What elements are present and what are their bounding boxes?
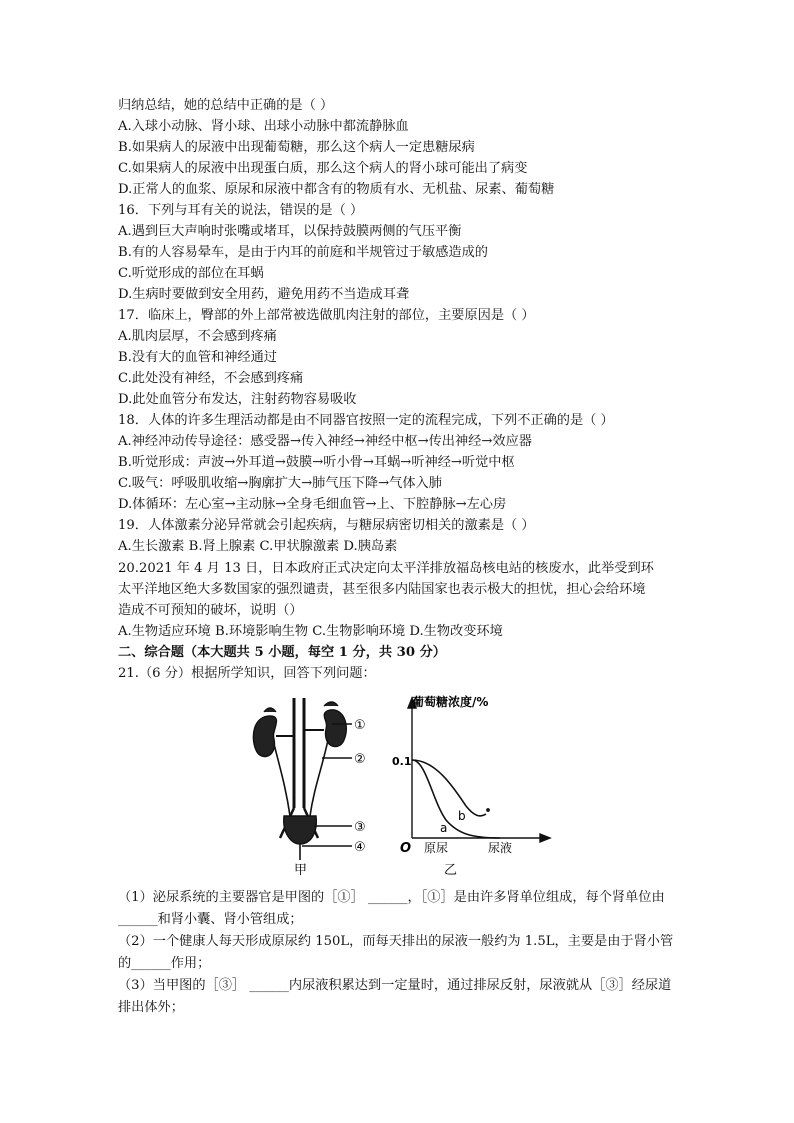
origin-label: O (400, 841, 412, 856)
caption-jia: 甲 (294, 863, 308, 878)
option-line: D.正常人的血浆、原尿和尿液中都含有的物质有水、无机盐、尿素、葡萄糖 (118, 182, 555, 197)
text-line: 造成不可预知的破坏，说明（） (118, 603, 303, 618)
option-line: C.如果病人的尿液中出现蛋白质，那么这个病人的肾小球可能出了病变 (118, 161, 528, 176)
marker-2: ② (354, 752, 366, 767)
marker-4: ④ (354, 840, 366, 855)
option-line: A.生物适应环境 B.环境影响生物 C.生物影响环境 D.生物改变环境 (118, 624, 503, 639)
curve-a-label: a (440, 821, 448, 835)
option-line: C.吸气：呼吸肌收缩→胸廓扩大→肺气压下降→气体入肺 (118, 476, 442, 491)
figure-svg (240, 688, 560, 883)
left-kidney (253, 716, 276, 757)
x-label-urine-primary: 原尿 (424, 841, 449, 855)
question-19: 19．人体激素分泌异常就会引起疾病，与糖尿病密切相关的激素是（ ） (118, 518, 535, 533)
option-line: D.生病时要做到安全用药，避免用药不当造成耳聋 (118, 287, 410, 302)
option-line: B.有的人容易晕车，是由于内耳的前庭和半规管过于敏感造成的 (118, 245, 488, 260)
question-18: 18．人体的许多生理活动都是由不同器官按照一定的流程完成，下列不正确的是（ ） (118, 413, 614, 428)
urinary-system-diagram (253, 698, 352, 860)
question-21-part-2: （2）一个健康人每天形成原尿约 150L，而每天排出的尿液一般约为 1.5L，主要是由于肾小管的______作用； (118, 934, 674, 971)
section-heading: 二、综合题（本大题共 5 小题，每空 1 分，共 30 分） (118, 645, 446, 660)
option-line: D.此处血管分布发达，注射药物容易吸收 (118, 392, 357, 407)
curve-b-label: b (458, 809, 466, 823)
question-17: 17．临床上，臀部的外上部常被选做肌肉注射的部位，主要原因是（ ） (118, 308, 535, 323)
option-line: B.如果病人的尿液中出现葡萄糖，那么这个病人一定患糖尿病 (118, 140, 475, 155)
question-16: 16．下列与耳有关的说法，错误的是（ ） (118, 203, 364, 218)
question-21: 21.（6 分）根据所学知识，回答下列问题： (118, 666, 376, 681)
option-line: C.此处没有神经，不会感到疼痛 (118, 371, 304, 386)
option-line: C.听觉形成的部位在耳蜗 (118, 266, 264, 281)
figure-urinary-glucose (240, 688, 560, 883)
option-line: B.听觉形成：声波→外耳道→鼓膜→听小骨→耳蜗→听神经→听觉中枢 (118, 455, 515, 470)
question-21-part-3: （3）当甲图的［③］ ______内尿液积累达到一定量时，通过排尿反射，尿液就从［③］经尿道排出体外； (118, 978, 672, 1015)
marker-1: ① (354, 718, 366, 733)
question-20: 20.2021 年 4 月 13 日，日本政府正式决定向太平洋排放福岛核电站的核废水，此举受到环 (118, 561, 654, 576)
option-line: D.体循环：左心室→主动脉→全身毛细血管→上、下腔静脉→左心房 (118, 497, 507, 512)
question-21-part-1: （1）泌尿系统的主要器官是甲图的［①］ ______，［①］是由许多肾单位组成，每个肾单位由______和肾小囊、肾小管组成； (118, 890, 665, 927)
option-line: A.生长激素 B.肾上腺素 C.甲状腺激素 D.胰岛素 (118, 539, 398, 554)
text-line: 归纳总结，她的总结中正确的是（ ） (118, 98, 334, 113)
y-axis-label: 葡萄糖浓度/% (412, 695, 489, 709)
option-line: B.没有大的血管和神经通过 (118, 350, 277, 365)
y-tick-label: 0.1 (392, 755, 412, 768)
marker-3: ③ (354, 820, 366, 835)
curve-a (412, 760, 500, 838)
text-line: 太平洋地区绝大多数国家的强烈谴责，甚至很多内陆国家也表示极大的担忧，担心会给环境 (118, 582, 646, 597)
option-line: A.遇到巨大声响时张嘴或堵耳，以保持鼓膜两侧的气压平衡 (118, 224, 462, 239)
option-line: A.神经冲动传导途径：感受器→传入神经→神经中枢→传出神经→效应器 (118, 434, 532, 449)
caption-yi: 乙 (444, 863, 458, 878)
option-line: A.入球小动脉、肾小球、出球小动脉中都流静脉血 (118, 119, 409, 134)
bladder (284, 816, 317, 844)
glucose-graph (408, 698, 550, 842)
option-line: A.肌肉层厚，不会感到疼痛 (118, 329, 277, 344)
x-label-urine: 尿液 (488, 841, 513, 855)
